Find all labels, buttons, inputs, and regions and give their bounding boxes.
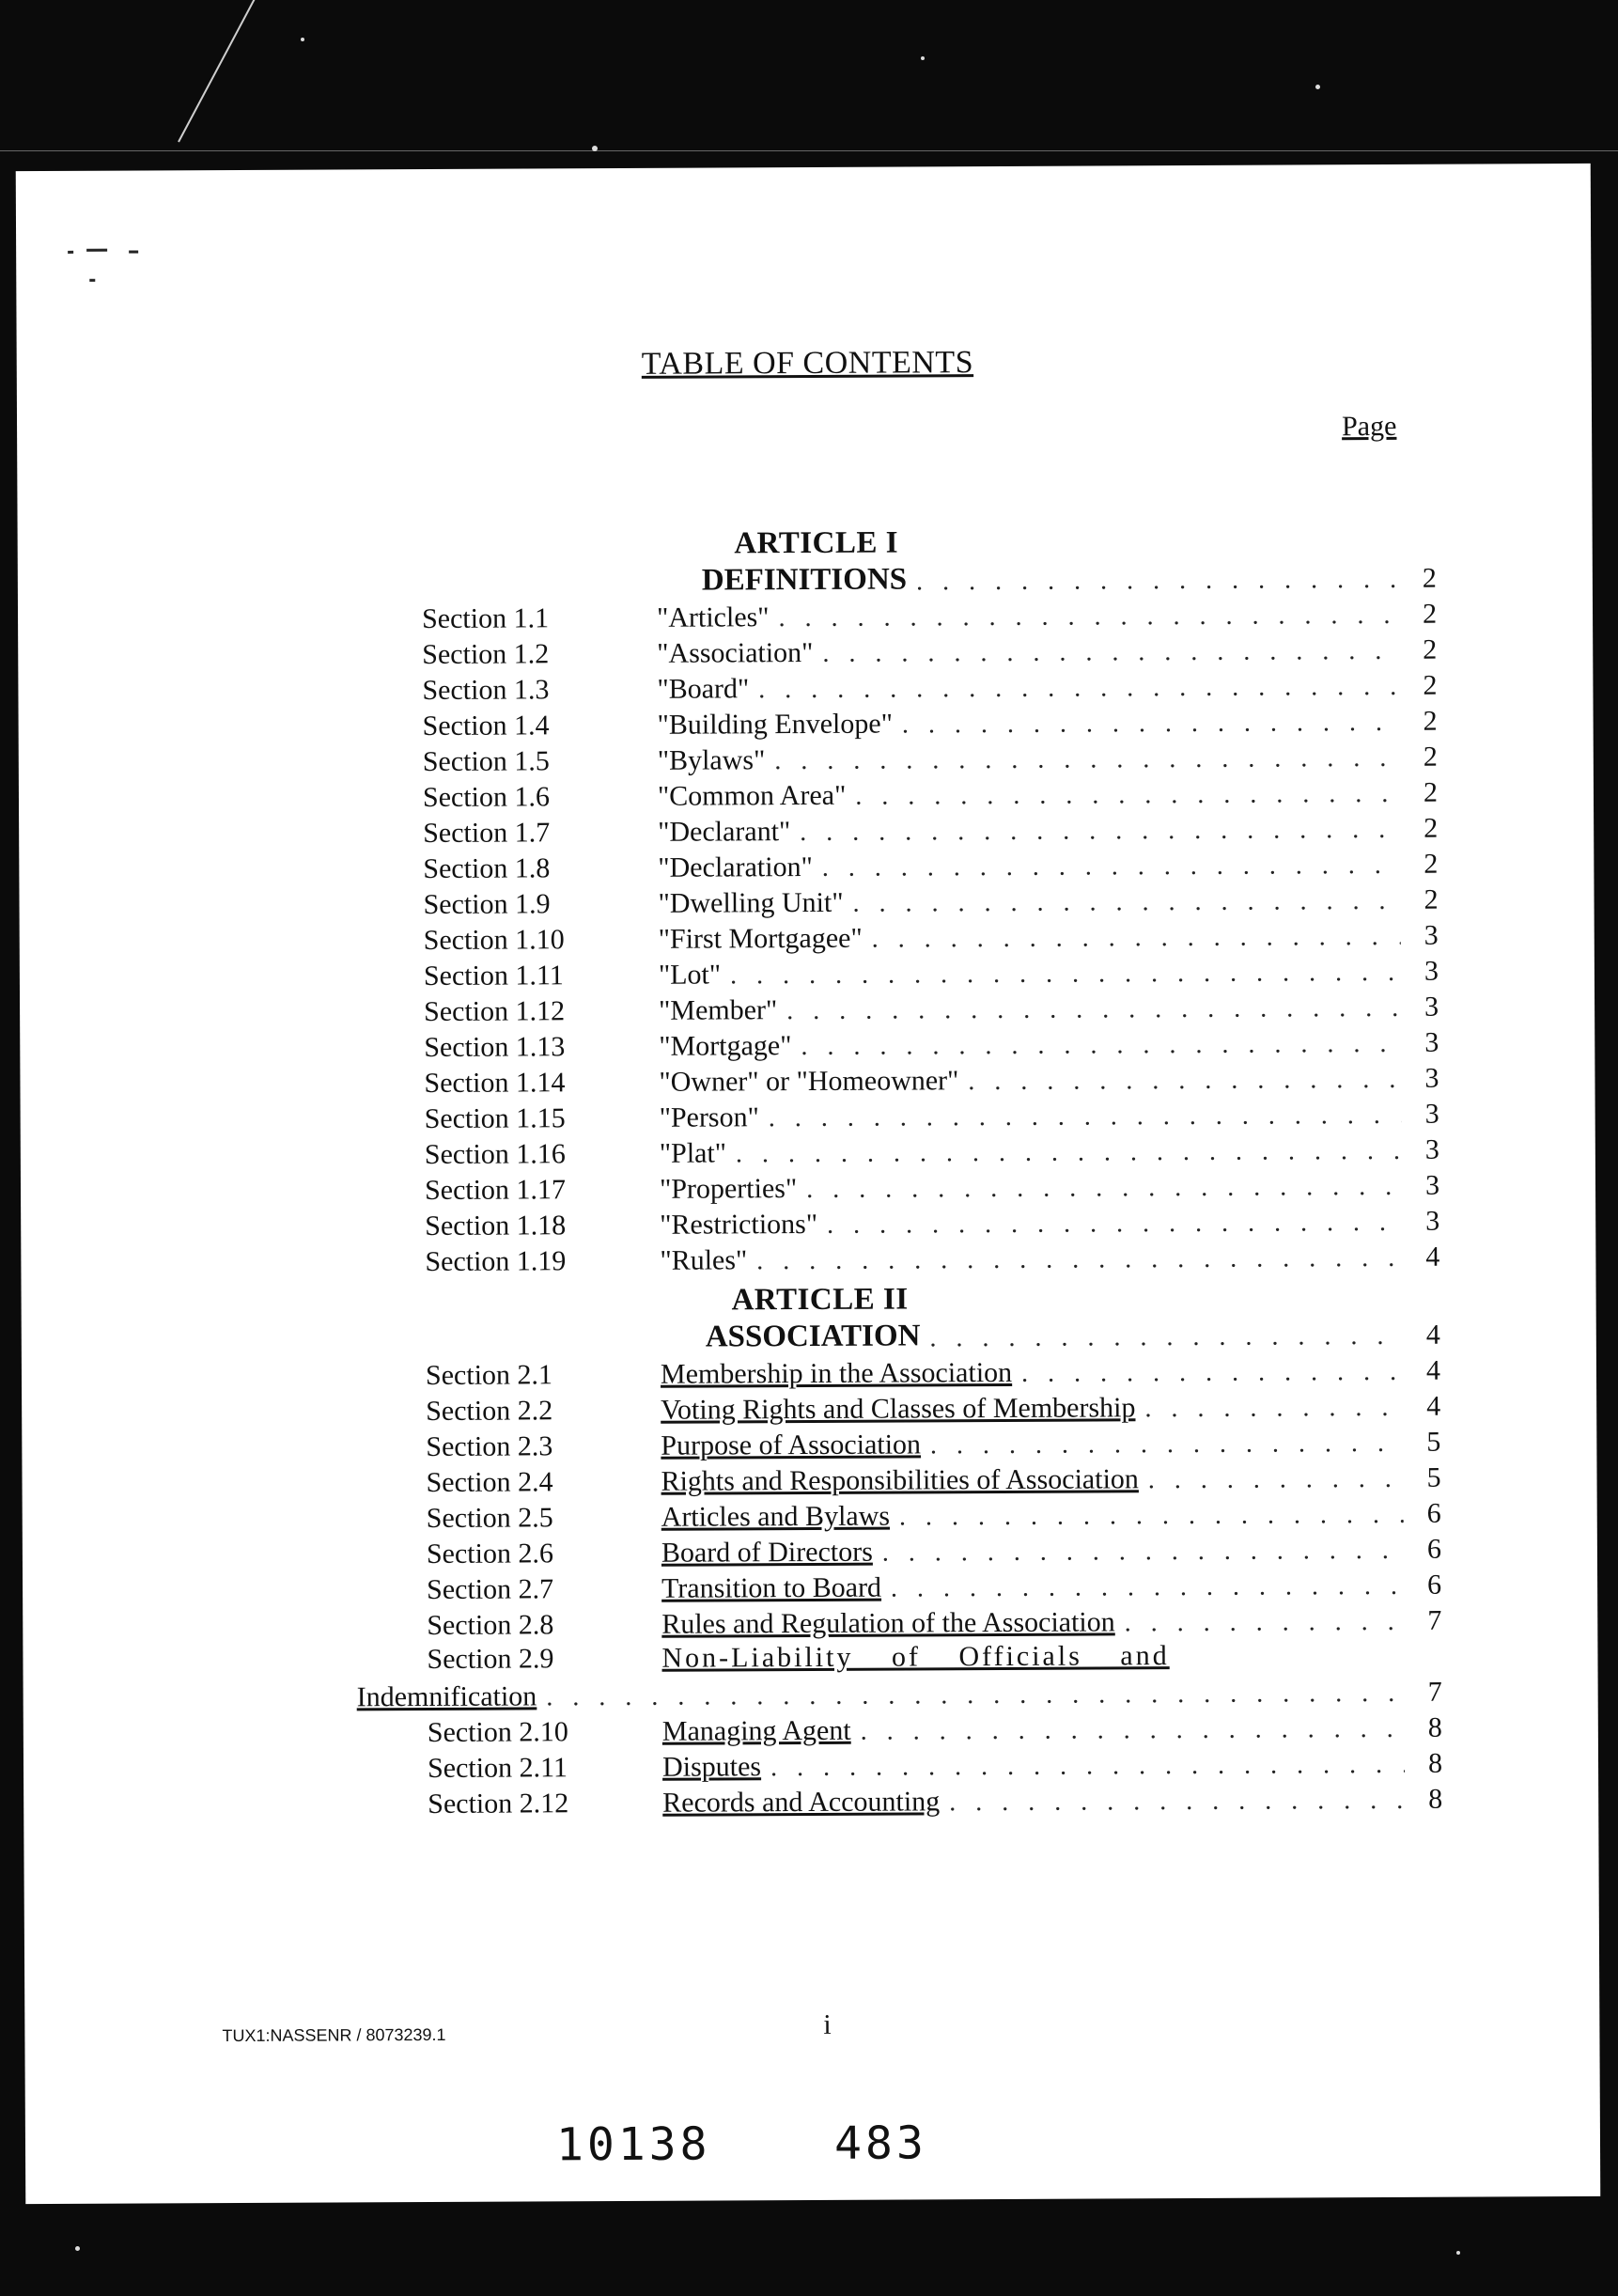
section-number: Section 2.2 [426, 1395, 553, 1427]
section-title: "Association" [657, 636, 814, 669]
toc-entry [428, 1709, 1442, 1749]
dot-leader [1125, 1607, 1405, 1638]
toc-entry [424, 916, 1439, 957]
dot-leader [769, 1101, 1402, 1133]
dot-leader [822, 636, 1399, 669]
section-title: "Owner" or "Homeowner" [659, 1065, 959, 1098]
page-ref: 6 [1426, 1497, 1441, 1529]
section-title: Records and Accounting [662, 1786, 941, 1819]
dot-leader [1148, 1464, 1404, 1495]
section-number: Section 1.19 [425, 1245, 567, 1277]
page-ref: 5 [1426, 1426, 1441, 1458]
dot-leader [770, 1750, 1405, 1783]
scan-mark [86, 249, 107, 252]
section-title: "Restrictions" [660, 1208, 818, 1241]
section-title: "Person" [659, 1101, 759, 1133]
article-heading-row [426, 1316, 1440, 1356]
section-title: Articles and Bylaws [661, 1500, 891, 1533]
page-ref: 8 [1427, 1747, 1443, 1779]
scan-mark [89, 279, 95, 282]
dot-leader [774, 743, 1400, 776]
page-ref: 8 [1428, 1783, 1443, 1815]
page-column-header: Page [1341, 410, 1397, 443]
toc-entry [426, 1423, 1440, 1463]
toc-entry [423, 702, 1438, 742]
section-title: Membership in the Association [660, 1356, 1013, 1390]
toc-entry [425, 1095, 1439, 1135]
section-title: "Dwelling Unit" [658, 886, 844, 919]
document-id: TUX1:NASSENR / 8073239.1 [222, 2024, 446, 2046]
page-ref: 2 [1423, 705, 1438, 737]
section-number: Section 2.4 [426, 1466, 553, 1498]
section-title: "Declaration" [658, 851, 813, 883]
dot-leader [930, 1429, 1403, 1460]
section-number: Section 1.11 [423, 960, 564, 992]
page-ref: 7 [1427, 1604, 1442, 1636]
dot-leader [899, 1500, 1404, 1533]
toc-entry [425, 1238, 1439, 1278]
dot-leader [736, 1136, 1402, 1169]
section-number: Section 1.17 [424, 1174, 567, 1206]
toc-entry [424, 952, 1439, 992]
section-title: "Member" [659, 994, 778, 1026]
dot-leader [861, 1714, 1405, 1747]
dot-leader [1144, 1393, 1403, 1424]
dot-leader [968, 1065, 1401, 1097]
page-ref: 3 [1424, 955, 1439, 987]
page-ref: 2 [1423, 741, 1438, 773]
toc-entry [426, 1459, 1440, 1499]
page-number: i [823, 2008, 832, 2040]
page-ref: 2 [1422, 562, 1437, 594]
scan-speck [1315, 85, 1320, 89]
dot-leader [872, 922, 1401, 955]
section-number: Section 2.11 [427, 1752, 568, 1784]
section-title: "Properties" [659, 1173, 798, 1205]
section-title: "Rules" [660, 1244, 748, 1276]
toc-entry [425, 1131, 1439, 1171]
section-number: Section 2.3 [426, 1430, 553, 1462]
section-number: Section 1.6 [422, 781, 551, 813]
dot-leader [902, 708, 1400, 741]
article-heading-row [422, 559, 1437, 600]
section-title-continued: Indemnification [356, 1680, 537, 1713]
scan-speck [75, 2246, 80, 2251]
section-number: Section 1.1 [421, 602, 550, 635]
article-2-label: ARTICLE II [731, 1282, 909, 1318]
section-number: Section 2.9 [427, 1643, 554, 1675]
page-ref: 4 [1425, 1354, 1441, 1386]
toc-entry-wrapped [427, 1639, 1441, 1676]
dot-leader [800, 815, 1400, 848]
toc-entry-continuation [357, 1673, 1442, 1714]
section-title: Board of Directors [661, 1536, 873, 1569]
toc-entry [426, 1387, 1440, 1428]
scan-mark [129, 250, 138, 253]
page-ref: 2 [1423, 669, 1438, 701]
dot-leader [786, 993, 1401, 1026]
page-ref: 6 [1427, 1569, 1442, 1601]
dot-leader [855, 779, 1400, 812]
section-title: Non-Liability of Officials and [661, 1640, 1170, 1674]
dot-leader [852, 886, 1400, 919]
page-ref: 8 [1427, 1711, 1442, 1743]
section-title: Purpose of Association [661, 1429, 922, 1461]
dot-leader [546, 1679, 1405, 1712]
document-page [16, 164, 1601, 2204]
bates-number [556, 2116, 927, 2171]
scan-speck [1456, 2251, 1460, 2255]
dot-leader [801, 1029, 1401, 1062]
page-ref: 4 [1426, 1390, 1441, 1422]
toc-entry [422, 631, 1437, 671]
article-name: DEFINITIONS [701, 562, 908, 598]
section-title: "Common Area" [657, 779, 847, 812]
section-title: "Board" [657, 673, 750, 705]
page-ref: 3 [1424, 1026, 1439, 1058]
dot-leader [949, 1786, 1405, 1818]
toc-entry [427, 1530, 1441, 1570]
section-number: Section 1.9 [423, 888, 551, 920]
section-number: Section 1.16 [424, 1138, 566, 1170]
page-ref: 2 [1423, 776, 1439, 808]
dot-leader [756, 1243, 1402, 1276]
section-title: Transition to Board [661, 1571, 882, 1604]
dot-leader [891, 1571, 1404, 1604]
toc-entry [424, 1059, 1439, 1100]
page-ref: 3 [1424, 1098, 1439, 1130]
page-ref: 5 [1426, 1461, 1441, 1493]
page-ref: 2 [1424, 883, 1439, 915]
page-ref: 2 [1423, 633, 1438, 665]
toc-entry [423, 773, 1438, 814]
page-ref: 2 [1424, 812, 1439, 844]
page-ref: 4 [1425, 1241, 1440, 1273]
bates-left: 10138 [555, 2117, 711, 2172]
section-title: "Mortgage" [659, 1030, 792, 1062]
scan-speck [592, 146, 598, 151]
toc-entry [423, 809, 1438, 850]
section-number: Section 2.6 [426, 1538, 553, 1570]
page-ref: 3 [1424, 1133, 1439, 1165]
section-title: "Lot" [658, 959, 722, 991]
toc-entry [423, 881, 1438, 921]
section-title: "Articles" [656, 601, 770, 633]
dot-leader [1021, 1357, 1403, 1389]
toc-entry [427, 1566, 1441, 1606]
section-number: Section 1.3 [422, 674, 550, 706]
section-title: "Plat" [659, 1137, 727, 1169]
toc-entry [423, 845, 1438, 885]
section-number: Section 2.7 [427, 1573, 554, 1605]
dot-leader [827, 1208, 1402, 1241]
section-number: Section 2.10 [427, 1716, 568, 1748]
toc-entry [424, 1023, 1439, 1064]
section-number: Section 2.1 [425, 1359, 553, 1391]
toc-entry [427, 1601, 1441, 1642]
toc-entry [422, 666, 1437, 707]
dot-leader [929, 1321, 1403, 1353]
section-title: Rights and Responsibilities of Association [661, 1463, 1139, 1497]
section-number: Section 1.2 [422, 638, 550, 671]
section-number: Section 1.4 [422, 710, 550, 742]
page-ref: 2 [1424, 848, 1439, 880]
section-title: "Building Envelope" [657, 708, 894, 741]
section-title: Disputes [661, 1751, 762, 1783]
toc-entry [425, 1202, 1439, 1242]
page-ref: 3 [1424, 1169, 1440, 1201]
scan-scratch [0, 150, 1618, 151]
section-number: Section 1.7 [423, 817, 551, 849]
section-title: Rules and Regulation of the Association [661, 1606, 1115, 1640]
toc-entry [424, 988, 1439, 1028]
page-ref: 4 [1425, 1319, 1440, 1351]
dot-leader [730, 958, 1401, 991]
section-number: Section 2.12 [428, 1788, 569, 1820]
section-title: "Declarant" [658, 816, 791, 848]
page-ref: 3 [1425, 1205, 1440, 1237]
section-number: Section 1.8 [423, 852, 551, 884]
scan-mark [68, 251, 73, 254]
toc-entry [428, 1744, 1442, 1785]
dot-leader [882, 1536, 1404, 1569]
page-ref: 2 [1422, 598, 1438, 630]
toc-entry [425, 1166, 1439, 1207]
dot-leader [822, 851, 1401, 883]
section-number: Section 1.14 [424, 1067, 566, 1099]
page-ref: 6 [1426, 1533, 1441, 1565]
toc-entry [428, 1780, 1442, 1820]
bates-right: 483 [833, 2116, 927, 2170]
article-name: ASSOCIATION [705, 1319, 921, 1354]
scan-speck [301, 38, 304, 41]
article-1-label: ARTICLE I [734, 525, 899, 561]
toc-entry [423, 738, 1438, 778]
section-number: Section 1.10 [423, 924, 565, 956]
dot-leader [778, 601, 1399, 633]
section-number: Section 2.8 [427, 1609, 554, 1641]
page-ref: 3 [1424, 1062, 1439, 1094]
section-number: Section 1.15 [424, 1102, 566, 1134]
section-number: Section 2.5 [426, 1502, 553, 1534]
dot-leader [916, 565, 1399, 598]
section-title: "First Mortgagee" [658, 922, 863, 955]
dot-leader [806, 1172, 1402, 1205]
page-ref: 3 [1424, 919, 1439, 951]
toc-entry [427, 1494, 1441, 1535]
section-number: Section 1.12 [424, 995, 566, 1027]
section-number: Section 1.18 [425, 1210, 567, 1242]
section-title: Managing Agent [661, 1714, 851, 1747]
scan-speck [921, 56, 925, 60]
toc-entry [426, 1351, 1440, 1392]
section-title: "Bylaws" [657, 744, 766, 776]
section-number: Section 1.13 [424, 1031, 566, 1063]
dot-leader [758, 672, 1399, 705]
page-ref: 3 [1424, 991, 1439, 1023]
scan-scratch [178, 0, 268, 142]
section-number: Section 1.5 [422, 745, 550, 777]
page-ref: 7 [1427, 1676, 1442, 1708]
toc-title: TABLE OF CONTENTS [641, 345, 974, 382]
section-title: Voting Rights and Classes of Membership [661, 1392, 1136, 1426]
toc-entry [422, 595, 1437, 635]
